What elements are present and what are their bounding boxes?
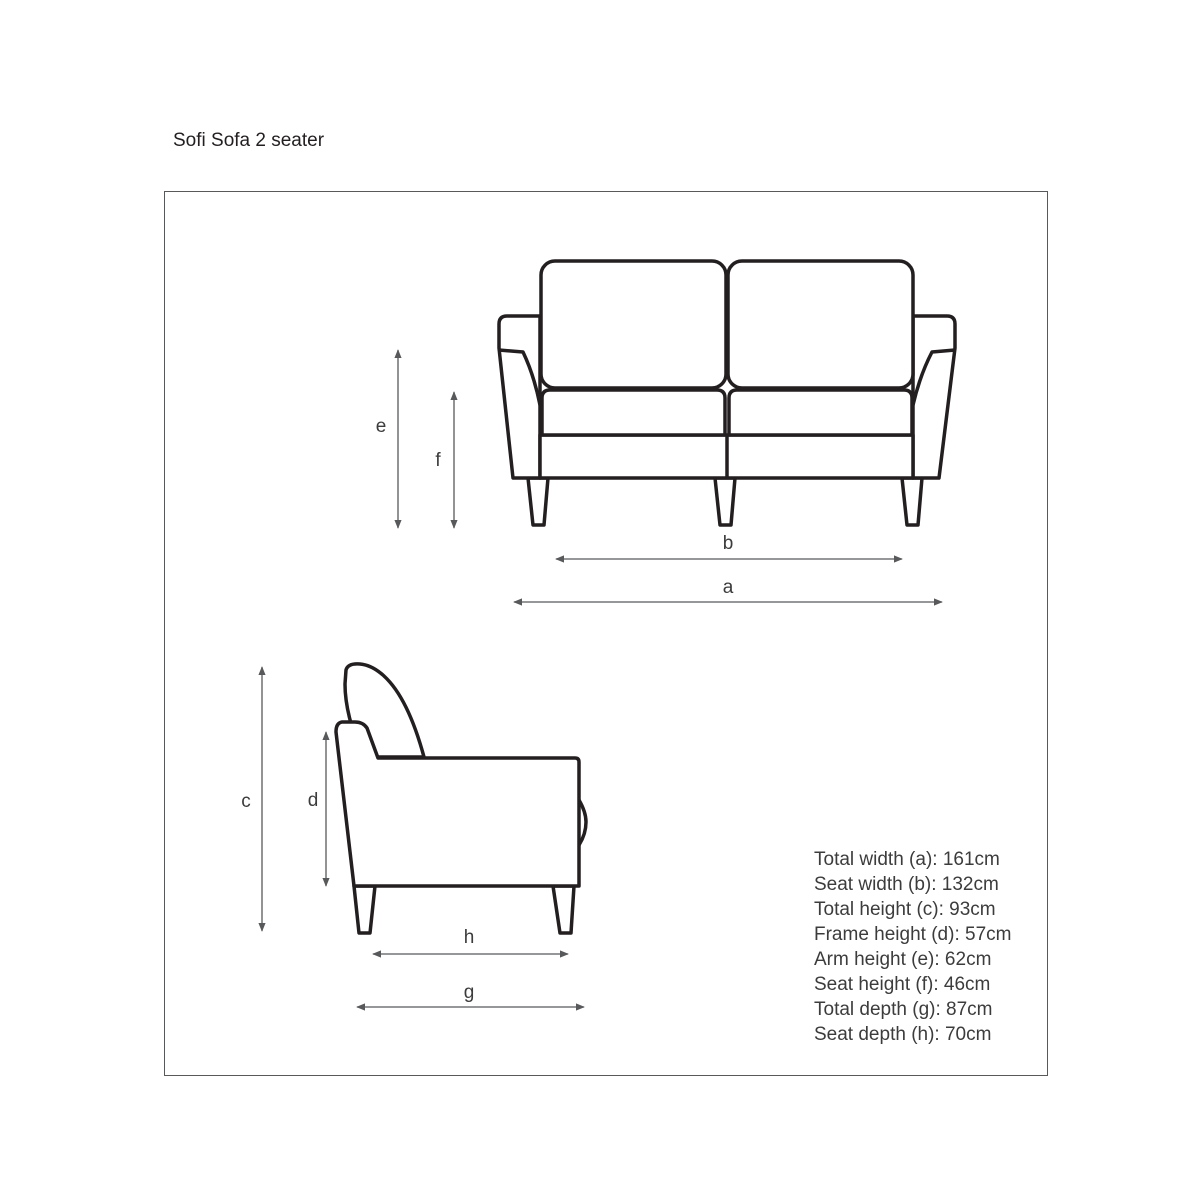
- front-back-cushion-right: [728, 261, 913, 388]
- spec-total-height: Total height (c): 93cm: [814, 899, 996, 920]
- front-right-arm: [913, 316, 955, 478]
- front-leg-center: [715, 478, 735, 525]
- spec-seat-depth: Seat depth (h): 70cm: [814, 1024, 992, 1045]
- dimension-label-g: g: [463, 982, 475, 1003]
- side-leg-front: [354, 886, 375, 933]
- dimension-specs-list: [814, 847, 1011, 1047]
- dimension-label-b: b: [722, 533, 734, 554]
- dimension-label-c: c: [241, 791, 251, 812]
- front-leg-left: [528, 478, 548, 525]
- side-leg-back: [553, 886, 574, 933]
- front-seat-cushion-right: [729, 390, 912, 435]
- spec-frame-height: Frame height (d): 57cm: [814, 924, 1012, 945]
- front-seat-cushion-left: [542, 390, 725, 435]
- spec-total-depth: Total depth (g): 87cm: [814, 999, 993, 1020]
- spec-seat-height: Seat height (f): 46cm: [814, 974, 991, 995]
- diagram-title: Sofi Sofa 2 seater: [173, 130, 325, 151]
- front-leg-right: [902, 478, 922, 525]
- dimension-label-d: d: [307, 790, 319, 811]
- front-back-cushion-left: [541, 261, 726, 388]
- front-left-arm: [499, 316, 540, 478]
- spec-seat-width: Seat width (b): 132cm: [814, 874, 999, 895]
- dimension-label-f: f: [435, 450, 441, 471]
- spec-total-width: Total width (a): 161cm: [814, 849, 1000, 870]
- dimension-label-e: e: [375, 416, 387, 437]
- dimension-label-a: a: [722, 577, 734, 598]
- side-body: [336, 722, 579, 886]
- sofa-side-view: [336, 664, 586, 933]
- sofa-front-view: [499, 261, 955, 525]
- spec-arm-height: Arm height (e): 62cm: [814, 949, 992, 970]
- dimension-label-h: h: [463, 927, 475, 948]
